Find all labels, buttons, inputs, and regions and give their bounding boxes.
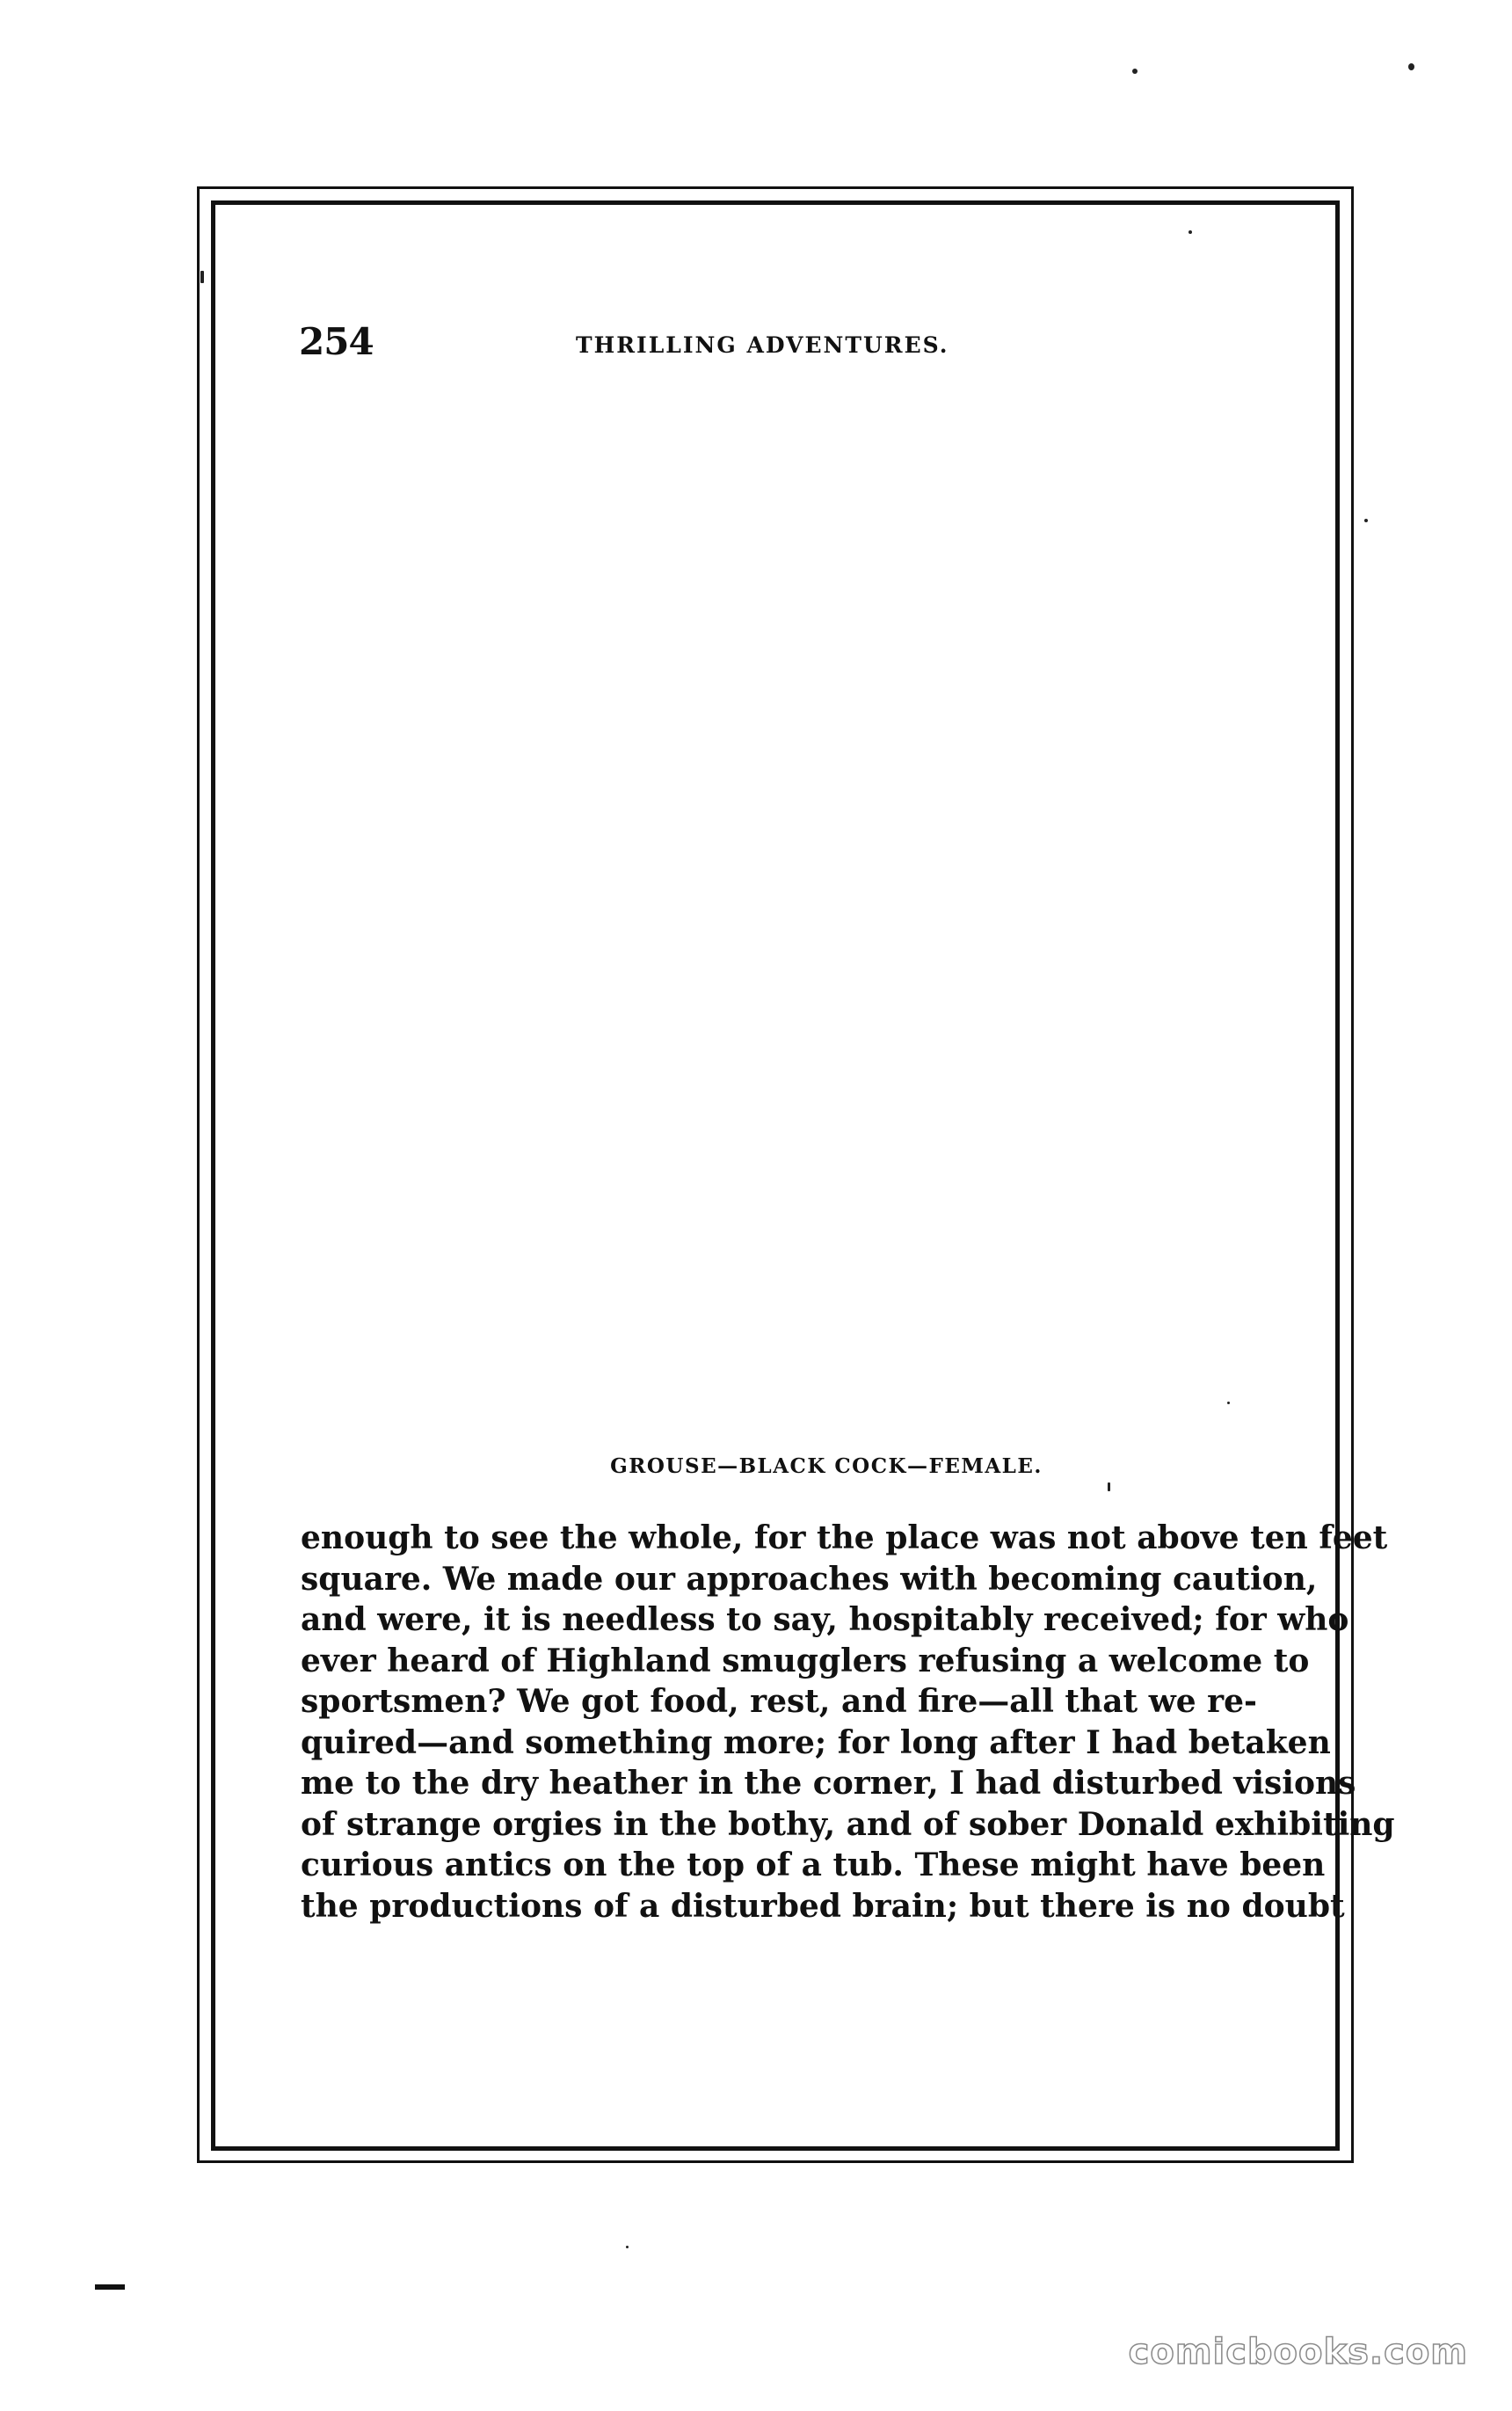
blank-illustration-area: [299, 413, 1248, 1416]
text-line: curious antics on the top of a tub. These might have been: [301, 1846, 1326, 1883]
text-line: sportsmen? We got food, rest, and fire—all that we re-: [301, 1683, 1257, 1720]
scan-speck: [1132, 69, 1138, 74]
text-line: enough to see the whole, for the place was not above ten feet: [301, 1519, 1388, 1556]
text-line: of strange orgies in the bothy, and of sober Donald exhibiting: [301, 1805, 1395, 1843]
scan-speck: [200, 271, 204, 283]
scan-mark: [95, 2284, 125, 2290]
scan-speck: [1364, 519, 1368, 522]
text-line: quired—and something more; for long after I had betaken: [301, 1723, 1331, 1761]
text-line: square. We made our approaches with becoming caution,: [301, 1560, 1318, 1598]
scan-speck: [1189, 230, 1192, 234]
running-head: THRILLING ADVENTURES.: [576, 332, 949, 358]
watermark-logo: comicbooks.com: [1128, 2332, 1468, 2372]
text-line: and were, it is needless to say, hospitably received; for who: [301, 1601, 1349, 1638]
illustration-caption: GROUSE—BLACK COCK—FEMALE.: [610, 1454, 1043, 1478]
scan-speck: [626, 2246, 629, 2248]
page-number: 254: [299, 320, 374, 363]
scan-speck: [1227, 1402, 1230, 1404]
text-line: ever heard of Highland smugglers refusing a welcome to: [301, 1642, 1310, 1679]
text-line: the productions of a disturbed brain; but there is no doubt: [301, 1887, 1345, 1925]
scan-speck: [1108, 1482, 1110, 1491]
scan-speck: [1408, 63, 1414, 70]
body-text: [301, 1518, 1395, 1927]
text-line: me to the dry heather in the corner, I had disturbed visions: [301, 1765, 1356, 1802]
page-header: [299, 320, 1266, 373]
